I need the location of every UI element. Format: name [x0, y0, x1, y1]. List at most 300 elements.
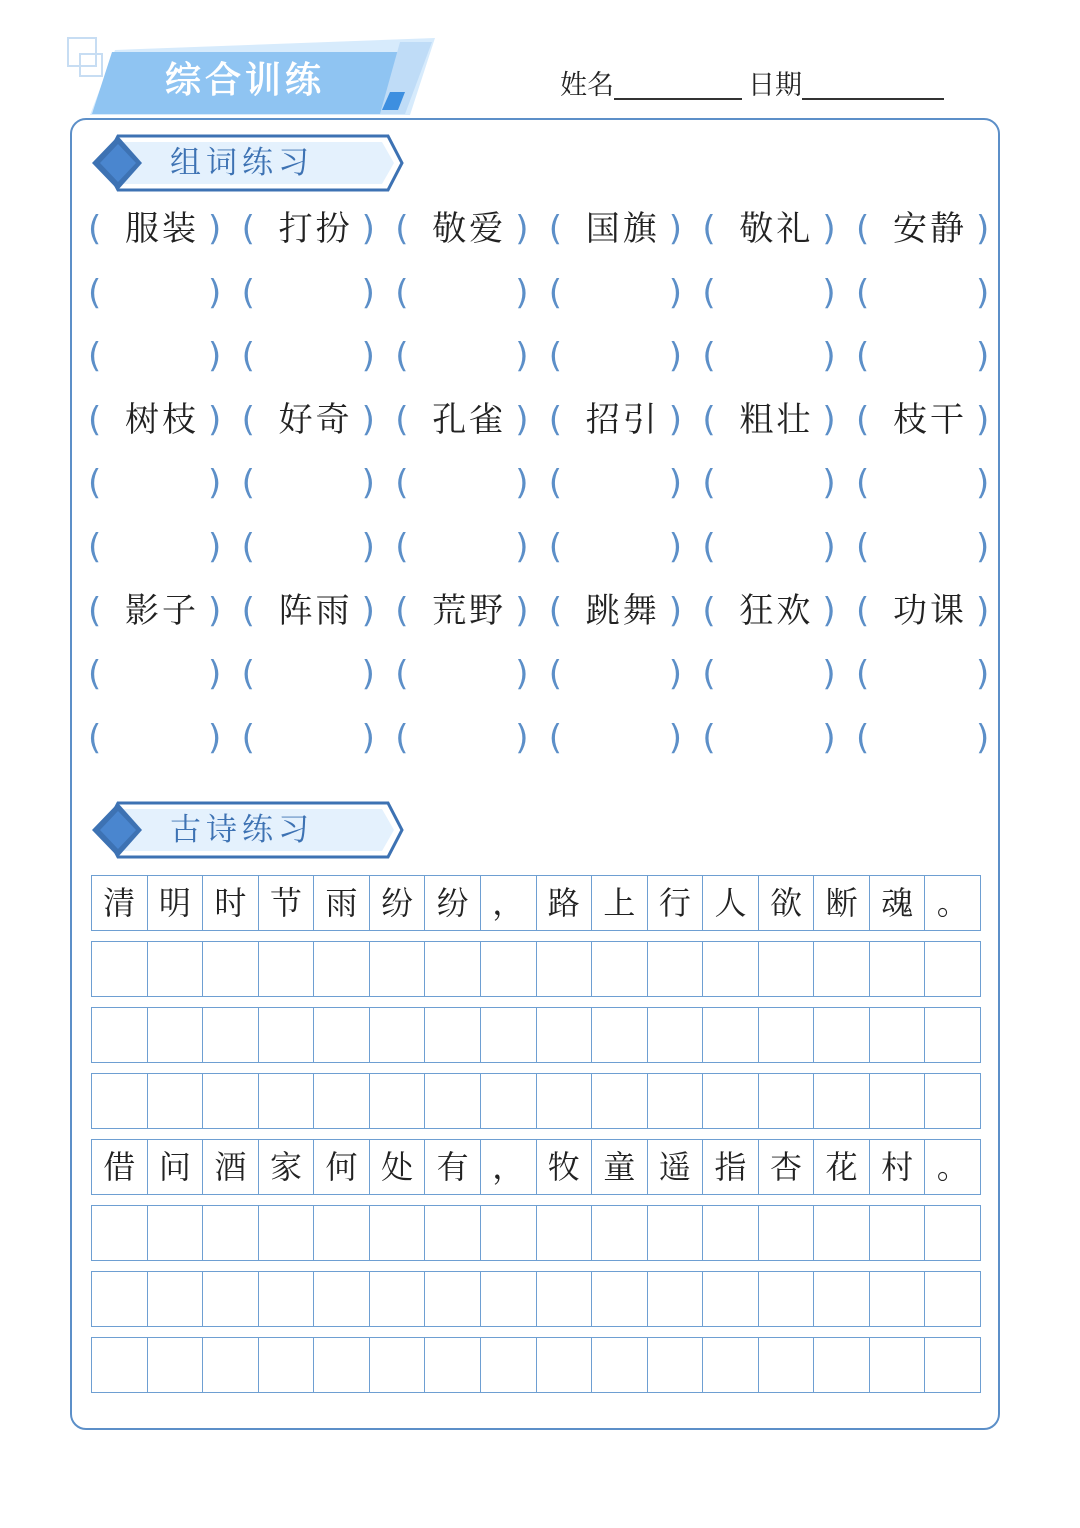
close-paren: ): [668, 717, 683, 758]
word-blank-cell[interactable]: [702, 516, 856, 580]
poem-char-cell: 杏: [758, 1139, 815, 1195]
poem-char-cell: 何: [313, 1139, 370, 1195]
word-blank-cell[interactable]: [856, 452, 1010, 516]
close-paren: ): [822, 717, 836, 758]
writing-box[interactable]: [536, 1337, 593, 1393]
poem-row: [91, 941, 981, 997]
writing-box[interactable]: [702, 1271, 759, 1327]
word-blank-cell[interactable]: [856, 262, 1010, 326]
word-blank-cell[interactable]: [702, 262, 856, 326]
writing-box[interactable]: [147, 1007, 204, 1063]
writing-box[interactable]: [202, 1073, 259, 1129]
word-row: [88, 452, 994, 516]
open-paren: (: [241, 590, 255, 631]
word-cell: [549, 580, 703, 644]
writing-box[interactable]: [369, 1337, 426, 1393]
poem-char-cell: 节: [258, 875, 315, 931]
writing-box[interactable]: [924, 1007, 981, 1063]
close-paren: ): [668, 399, 683, 440]
word-row: [88, 198, 994, 262]
poem-char-cell: 遥: [647, 1139, 704, 1195]
open-paren: (: [856, 526, 870, 567]
poem-char-cell: 断: [813, 875, 870, 931]
close-paren: ): [361, 590, 375, 631]
word-blank-cell[interactable]: [242, 643, 396, 707]
poem-char-cell: 雨: [313, 875, 370, 931]
name-date-row: [560, 64, 944, 108]
word-text: 阵雨: [278, 590, 353, 631]
open-paren: (: [395, 463, 409, 504]
writing-box[interactable]: [869, 1007, 926, 1063]
close-paren: ): [822, 654, 836, 695]
open-paren: (: [395, 399, 409, 440]
poem-char-cell: 牧: [536, 1139, 593, 1195]
close-paren: ): [822, 209, 836, 249]
word-blank-cell[interactable]: [395, 325, 549, 389]
writing-box[interactable]: [424, 1337, 481, 1393]
writing-box[interactable]: [424, 1205, 481, 1261]
open-paren: (: [702, 463, 716, 504]
decor-square: [68, 38, 96, 66]
close-paren: ): [208, 590, 222, 631]
word-cell: [88, 389, 242, 453]
writing-box[interactable]: [313, 1007, 370, 1063]
word-row: [88, 580, 994, 644]
word-blank-cell[interactable]: [549, 262, 703, 326]
word-cell: [856, 389, 1010, 453]
writing-box[interactable]: [758, 1271, 815, 1327]
close-paren: ): [976, 590, 990, 631]
poem-char-cell: 欲: [758, 875, 815, 931]
poem-row: [91, 1271, 981, 1327]
writing-box[interactable]: [91, 941, 148, 997]
writing-box[interactable]: [369, 941, 426, 997]
open-paren: (: [548, 272, 563, 313]
word-cell: [88, 198, 242, 262]
writing-box[interactable]: [424, 1073, 481, 1129]
name-label: 姓名: [560, 70, 614, 101]
close-paren: ): [208, 654, 222, 695]
open-paren: (: [856, 209, 870, 249]
close-paren: ): [208, 272, 222, 313]
writing-box[interactable]: [702, 1205, 759, 1261]
poem-char-cell: 借: [91, 1139, 148, 1195]
word-blank-cell[interactable]: [856, 643, 1010, 707]
open-paren: (: [856, 272, 870, 313]
open-paren: (: [856, 654, 870, 695]
writing-box[interactable]: [369, 1271, 426, 1327]
close-paren: ): [668, 272, 683, 313]
close-paren: ): [976, 654, 990, 695]
open-paren: (: [395, 209, 409, 249]
word-blank-cell[interactable]: [242, 325, 396, 389]
poem-row: [91, 875, 981, 931]
open-paren: (: [702, 399, 716, 440]
close-paren: ): [668, 526, 683, 567]
writing-box[interactable]: [313, 1337, 370, 1393]
poem-row: [91, 1073, 981, 1129]
writing-box[interactable]: [924, 941, 981, 997]
writing-box[interactable]: [424, 1271, 481, 1327]
open-paren: (: [88, 590, 102, 631]
word-grid: [88, 198, 994, 770]
close-paren: ): [976, 209, 990, 249]
writing-box[interactable]: [869, 941, 926, 997]
close-paren: ): [515, 590, 529, 631]
word-text: 敬爱: [432, 209, 507, 249]
poem-char-cell: ，: [480, 1139, 537, 1195]
poem-char-cell: 人: [702, 875, 759, 931]
poem-char-cell: 明: [147, 875, 204, 931]
writing-box[interactable]: [591, 1205, 648, 1261]
close-paren: ): [976, 399, 990, 440]
writing-box[interactable]: [147, 1337, 204, 1393]
close-paren: ): [976, 463, 990, 504]
writing-box[interactable]: [758, 1337, 815, 1393]
word-text: 服装: [125, 209, 199, 249]
poem-char-cell: 家: [258, 1139, 315, 1195]
open-paren: (: [548, 654, 563, 695]
writing-box[interactable]: [147, 1271, 204, 1327]
writing-box[interactable]: [702, 1073, 759, 1129]
poem-row: [91, 1337, 981, 1393]
poem-char-cell: 上: [591, 875, 648, 931]
poem-char-cell: 花: [813, 1139, 870, 1195]
word-blank-cell[interactable]: [549, 452, 703, 516]
writing-box[interactable]: [647, 1007, 704, 1063]
open-paren: (: [702, 336, 716, 377]
writing-box[interactable]: [202, 1205, 259, 1261]
word-text: 狂欢: [739, 590, 814, 631]
poem-char-cell: ，: [480, 875, 537, 931]
open-paren: (: [88, 209, 102, 249]
writing-box[interactable]: [813, 1007, 870, 1063]
close-paren: ): [822, 399, 836, 440]
writing-box[interactable]: [202, 1007, 259, 1063]
writing-box[interactable]: [869, 1205, 926, 1261]
writing-box[interactable]: [591, 1337, 648, 1393]
writing-box[interactable]: [869, 1073, 926, 1129]
open-paren: (: [548, 526, 563, 567]
poem-char-cell: 问: [147, 1139, 204, 1195]
section-title-word-practice: 组词练习: [170, 145, 314, 181]
writing-box[interactable]: [813, 1073, 870, 1129]
word-text: 国旗: [585, 209, 660, 249]
close-paren: ): [976, 526, 990, 567]
writing-box[interactable]: [480, 941, 537, 997]
open-paren: (: [702, 526, 716, 567]
writing-box[interactable]: [647, 941, 704, 997]
close-paren: ): [976, 272, 990, 313]
open-paren: (: [395, 336, 409, 377]
open-paren: (: [395, 717, 409, 758]
close-paren: ): [822, 336, 836, 377]
writing-box[interactable]: [147, 1205, 204, 1261]
writing-box[interactable]: [91, 1073, 148, 1129]
writing-box[interactable]: [258, 1007, 315, 1063]
word-blank-cell[interactable]: [549, 643, 703, 707]
word-text: 敬礼: [739, 209, 814, 249]
open-paren: (: [702, 717, 716, 758]
close-paren: ): [515, 272, 529, 313]
close-paren: ): [208, 463, 222, 504]
writing-box[interactable]: [424, 941, 481, 997]
word-blank-cell[interactable]: [395, 516, 549, 580]
word-blank-cell[interactable]: [88, 516, 242, 580]
close-paren: ): [515, 399, 529, 440]
writing-box[interactable]: [591, 1271, 648, 1327]
open-paren: (: [548, 590, 563, 631]
close-paren: ): [208, 336, 222, 377]
word-text: 枝干: [893, 399, 967, 440]
writing-box[interactable]: [813, 1205, 870, 1261]
word-blank-cell[interactable]: [242, 452, 396, 516]
open-paren: (: [88, 272, 102, 313]
close-paren: ): [361, 717, 375, 758]
word-cell: [395, 580, 549, 644]
word-cell: [242, 580, 396, 644]
word-blank-cell[interactable]: [549, 325, 703, 389]
poem-char-cell: 有: [424, 1139, 481, 1195]
writing-box[interactable]: [313, 941, 370, 997]
close-paren: ): [515, 526, 529, 567]
writing-box[interactable]: [258, 1337, 315, 1393]
writing-box[interactable]: [91, 1271, 148, 1327]
writing-box[interactable]: [758, 1205, 815, 1261]
close-paren: ): [361, 399, 375, 440]
open-paren: (: [241, 272, 255, 313]
close-paren: ): [515, 209, 529, 249]
open-paren: (: [856, 399, 870, 440]
section-header-poem-practice: [90, 799, 405, 861]
open-paren: (: [241, 463, 255, 504]
close-paren: ): [822, 463, 836, 504]
close-paren: ): [361, 336, 375, 377]
writing-box[interactable]: [369, 1007, 426, 1063]
poem-row: [91, 1205, 981, 1261]
word-blank-cell[interactable]: [856, 516, 1010, 580]
word-blank-cell[interactable]: [856, 325, 1010, 389]
writing-box[interactable]: [702, 941, 759, 997]
close-paren: ): [208, 526, 222, 567]
close-paren: ): [976, 717, 990, 758]
word-blank-cell[interactable]: [702, 707, 856, 771]
word-cell: [549, 198, 703, 262]
word-row: [88, 262, 994, 326]
poem-row: [91, 1139, 981, 1195]
word-blank-cell[interactable]: [88, 707, 242, 771]
word-blank-cell[interactable]: [242, 262, 396, 326]
word-cell: [856, 198, 1010, 262]
writing-box[interactable]: [313, 1205, 370, 1261]
writing-box[interactable]: [258, 941, 315, 997]
open-paren: (: [241, 336, 255, 377]
word-blank-cell[interactable]: [856, 707, 1010, 771]
close-paren: ): [361, 463, 375, 504]
word-text: 树枝: [125, 399, 199, 440]
writing-box[interactable]: [758, 1073, 815, 1129]
open-paren: (: [702, 654, 716, 695]
writing-box[interactable]: [424, 1007, 481, 1063]
writing-box[interactable]: [536, 1271, 593, 1327]
writing-box[interactable]: [758, 941, 815, 997]
close-paren: ): [668, 209, 683, 249]
word-cell: [242, 389, 396, 453]
word-row: [88, 707, 994, 771]
word-blank-cell[interactable]: [242, 707, 396, 771]
close-paren: ): [976, 336, 990, 377]
word-blank-cell[interactable]: [242, 516, 396, 580]
writing-box[interactable]: [202, 1271, 259, 1327]
poem-char-cell: 清: [91, 875, 148, 931]
poem-char-cell: 行: [647, 875, 704, 931]
word-blank-cell[interactable]: [549, 516, 703, 580]
writing-box[interactable]: [147, 1073, 204, 1129]
word-text: 孔雀: [432, 399, 507, 440]
writing-box[interactable]: [813, 1271, 870, 1327]
writing-box[interactable]: [647, 1337, 704, 1393]
writing-box[interactable]: [536, 941, 593, 997]
close-paren: ): [515, 654, 529, 695]
word-text: 荒野: [432, 590, 507, 631]
writing-box[interactable]: [924, 1073, 981, 1129]
writing-box[interactable]: [480, 1007, 537, 1063]
writing-box[interactable]: [91, 1337, 148, 1393]
open-paren: (: [88, 526, 102, 567]
writing-box[interactable]: [258, 1073, 315, 1129]
section-header-word-practice: [90, 132, 405, 194]
writing-box[interactable]: [647, 1073, 704, 1129]
open-paren: (: [241, 526, 255, 567]
open-paren: (: [241, 209, 255, 249]
word-blank-cell[interactable]: [395, 452, 549, 516]
poem-char-cell: 童: [591, 1139, 648, 1195]
date-blank[interactable]: [802, 64, 944, 100]
word-blank-cell[interactable]: [702, 643, 856, 707]
open-paren: (: [702, 590, 716, 631]
writing-box[interactable]: [591, 1007, 648, 1063]
word-blank-cell[interactable]: [549, 707, 703, 771]
writing-box[interactable]: [258, 1271, 315, 1327]
writing-box[interactable]: [202, 941, 259, 997]
poem-char-cell: 处: [369, 1139, 426, 1195]
writing-box[interactable]: [258, 1205, 315, 1261]
close-paren: ): [208, 717, 222, 758]
word-row: [88, 643, 994, 707]
close-paren: ): [668, 336, 683, 377]
writing-box[interactable]: [536, 1205, 593, 1261]
worksheet-title: 综合训练: [164, 59, 325, 101]
word-blank-cell[interactable]: [395, 707, 549, 771]
date-label: 日期: [748, 70, 802, 101]
writing-box[interactable]: [924, 1271, 981, 1327]
poem-char-cell: 指: [702, 1139, 759, 1195]
open-paren: (: [88, 717, 102, 758]
writing-box[interactable]: [202, 1337, 259, 1393]
writing-box[interactable]: [91, 1007, 148, 1063]
word-text: 功课: [893, 590, 967, 631]
writing-box[interactable]: [647, 1271, 704, 1327]
word-text: 安静: [893, 209, 967, 249]
writing-box[interactable]: [480, 1337, 537, 1393]
writing-box[interactable]: [813, 941, 870, 997]
writing-box[interactable]: [702, 1007, 759, 1063]
close-paren: ): [515, 463, 529, 504]
word-blank-cell[interactable]: [88, 325, 242, 389]
word-blank-cell[interactable]: [702, 452, 856, 516]
poem-char-cell: 时: [202, 875, 259, 931]
word-text: 跳舞: [585, 590, 660, 631]
open-paren: (: [856, 336, 870, 377]
writing-box[interactable]: [480, 1271, 537, 1327]
open-paren: (: [395, 526, 409, 567]
open-paren: (: [702, 209, 716, 249]
writing-box[interactable]: [591, 1073, 648, 1129]
word-row: [88, 389, 994, 453]
name-blank[interactable]: [614, 64, 742, 100]
writing-box[interactable]: [702, 1337, 759, 1393]
open-paren: (: [548, 336, 563, 377]
word-cell: [702, 198, 856, 262]
open-paren: (: [548, 463, 563, 504]
close-paren: ): [515, 717, 529, 758]
writing-box[interactable]: [91, 1205, 148, 1261]
writing-box[interactable]: [369, 1073, 426, 1129]
word-blank-cell[interactable]: [395, 643, 549, 707]
writing-box[interactable]: [480, 1205, 537, 1261]
close-paren: ): [668, 654, 683, 695]
word-blank-cell[interactable]: [702, 325, 856, 389]
poem-char-cell: 路: [536, 875, 593, 931]
word-blank-cell[interactable]: [88, 643, 242, 707]
poem-char-cell: 纷: [424, 875, 481, 931]
writing-box[interactable]: [369, 1205, 426, 1261]
writing-box[interactable]: [869, 1271, 926, 1327]
close-paren: ): [208, 399, 222, 440]
writing-box[interactable]: [758, 1007, 815, 1063]
writing-box[interactable]: [869, 1337, 926, 1393]
writing-box[interactable]: [536, 1073, 593, 1129]
close-paren: ): [208, 209, 222, 249]
word-blank-cell[interactable]: [395, 262, 549, 326]
word-cell: [856, 580, 1010, 644]
open-paren: (: [856, 590, 870, 631]
word-text: 好奇: [278, 399, 353, 440]
close-paren: ): [668, 590, 683, 631]
word-blank-cell[interactable]: [88, 262, 242, 326]
writing-box[interactable]: [647, 1205, 704, 1261]
word-cell: [702, 389, 856, 453]
open-paren: (: [548, 399, 563, 440]
writing-box[interactable]: [924, 1337, 981, 1393]
close-paren: ): [822, 590, 836, 631]
open-paren: (: [241, 717, 255, 758]
open-paren: (: [88, 463, 102, 504]
writing-box[interactable]: [813, 1337, 870, 1393]
word-text: 招引: [585, 399, 660, 440]
close-paren: ): [361, 272, 375, 313]
word-blank-cell[interactable]: [88, 452, 242, 516]
writing-box[interactable]: [147, 941, 204, 997]
poem-char-cell: 。: [924, 1139, 981, 1195]
writing-box[interactable]: [313, 1073, 370, 1129]
writing-box[interactable]: [313, 1271, 370, 1327]
writing-box[interactable]: [480, 1073, 537, 1129]
writing-box[interactable]: [591, 941, 648, 997]
open-paren: (: [395, 654, 409, 695]
writing-box[interactable]: [924, 1205, 981, 1261]
writing-box[interactable]: [536, 1007, 593, 1063]
